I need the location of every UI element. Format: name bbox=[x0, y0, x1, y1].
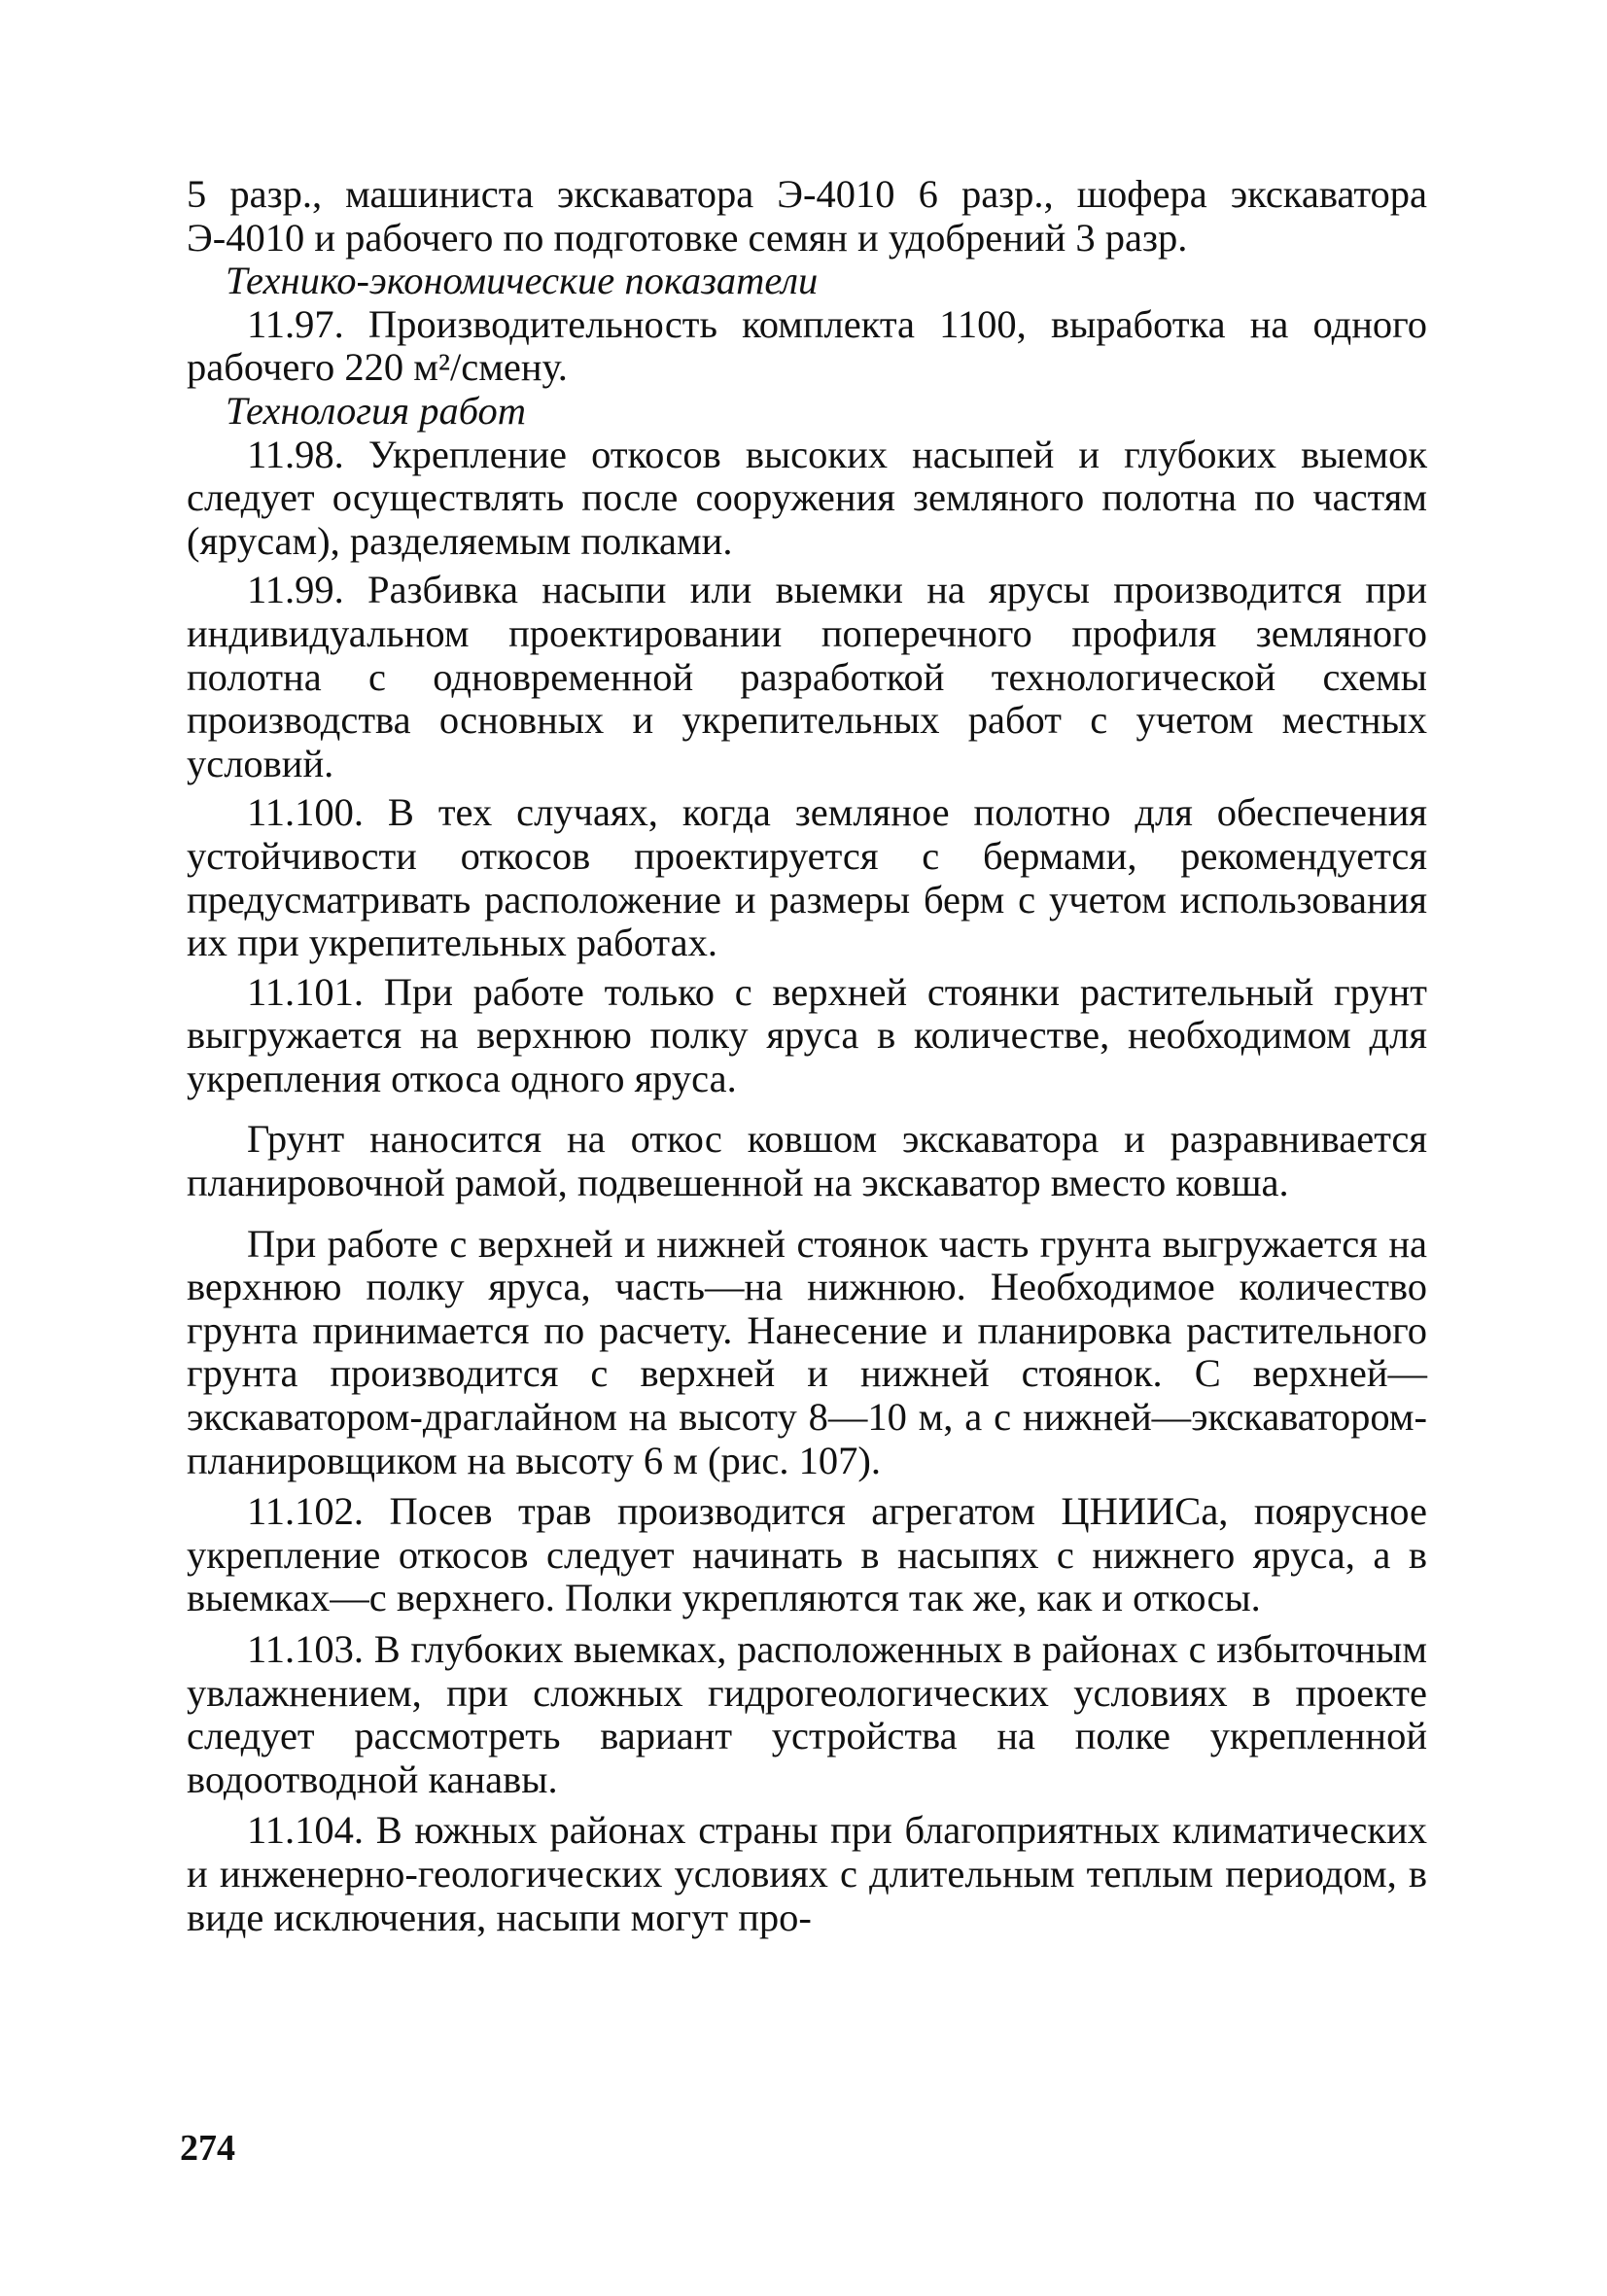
paragraph-11-104: 11.104. В южных районах страны при благоприятных климатических и инженерно-геологических условиях с длительным теплым периодом, в виде исключения, насыпи могут про- bbox=[187, 1808, 1427, 1939]
paragraph-intro: 5 разр., машиниста экскаватора Э-4010 6 разр., шофера экскаватора Э-4010 и рабочего по подготовке семян и удобрений 3 разр. bbox=[187, 172, 1427, 260]
paragraph-11-103: 11.103. В глубоких выемках, расположенных в районах с избыточным увлажнением, при сложных гидрогеологических условиях в проекте следует рассмотреть вариант устройства на полке укрепленной водоотводной канавы. bbox=[187, 1627, 1427, 1801]
section-heading-technology: Технология работ bbox=[226, 388, 527, 433]
paragraph-11-101: 11.101. При работе только с верхней стоянки растительный грунт выгружается на верхнюю полку яруса в количестве, необходимом для укрепления откоса одного яруса. bbox=[187, 969, 1427, 1100]
paragraph-upper-lower: При работе с верхней и нижней стоянок часть грунта выгружается на верхнюю полку яруса, часть—на нижнюю. Необходимое количество грунта принимается по расчету. Нанесение и планировка растительного грунта производится с верхней и нижней стоянок. С верхней—экскаватором-драглайном на высоту 8—10 м, а с нижней—экскаватором-планировщиком на высоту 6 м (рис. 107). bbox=[187, 1221, 1427, 1482]
paragraph-11-99: 11.99. Разбивка насыпи или выемки на ярусы производится при индивидуальном проектировании поперечного профиля земляного полотна с одновременной разработкой технологической схемы производства основных и укрепительных работ с учетом местных условий. bbox=[187, 568, 1427, 785]
paragraph-11-97: 11.97. Производительность комплекта 1100, выработка на одного рабочего 220 м²/смену. bbox=[187, 301, 1427, 390]
paragraph-soil: Грунт наносится на откос ковшом экскаватора и разравнивается планировочной рамой, подвешенной на экскаватор вместо ковша. bbox=[187, 1117, 1427, 1205]
paragraph-11-100: 11.100. В тех случаях, когда земляное полотно для обеспечения устойчивости откосов проектируется с бермами, рекомендуется предусматривать расположение и размеры берм с учетом использования их при укрепительных работах. bbox=[187, 790, 1427, 965]
page-number: 274 bbox=[180, 2128, 235, 2169]
body-text bbox=[187, 173, 1427, 1939]
paragraph-11-98: 11.98. Укрепление откосов высоких насыпей и глубоких выемок следует осуществлять после сооружения земляного полотна по частям (ярусам), разделяемым полками. bbox=[187, 432, 1427, 563]
section-heading-indicators: Технико-экономические показатели bbox=[226, 259, 819, 303]
paragraph-11-102: 11.102. Посев трав производится агрегатом ЦНИИСа, поярусное укрепление откосов следует начинать в насыпях с нижнего яруса, а в выемках—с верхнего. Полки укрепляются так же, как и откосы. bbox=[187, 1489, 1427, 1620]
